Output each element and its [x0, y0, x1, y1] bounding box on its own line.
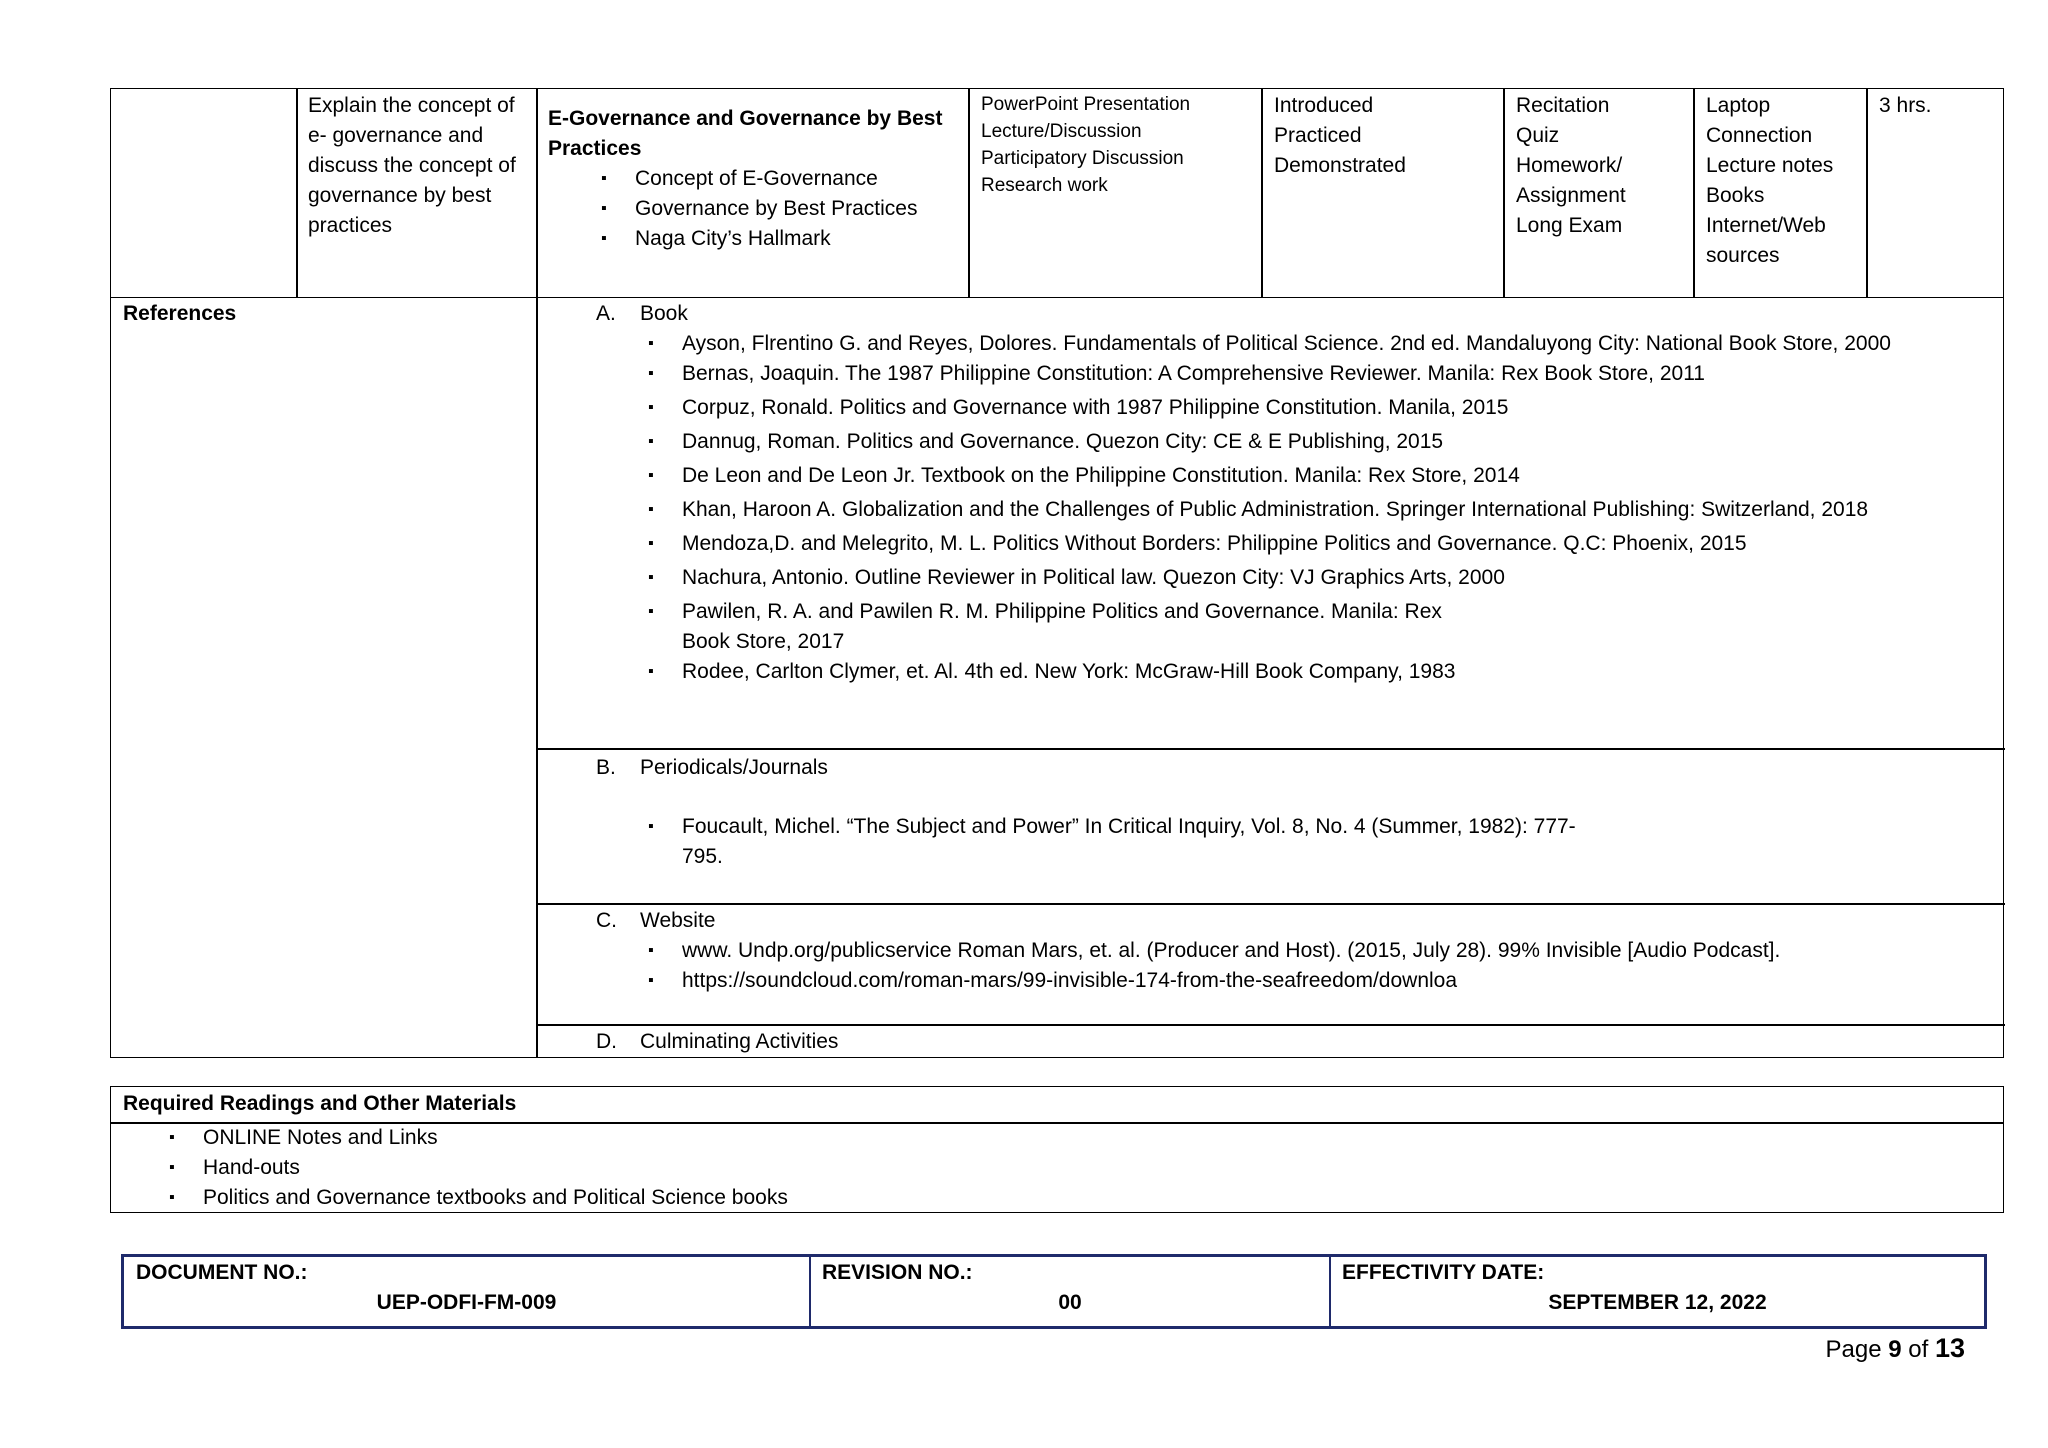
document-info — [121, 1254, 1987, 1329]
level-item: Practiced — [1274, 124, 1362, 147]
list-item: ▪ Bernas, Joaquin. The 1987 Philippine Constitution: A Comprehensive Reviewer. Manila: Rex Book Store, 2011 — [640, 359, 1996, 389]
list-item: ▪ Mendoza,D. and Melegrito, M. L. Politics Without Borders: Philippine Politics and Governance. Q.C: Phoenix, 2015 — [640, 529, 1996, 559]
level-item: Demonstrated — [1274, 154, 1406, 177]
list-item: ▪ Foucault, Michel. “The Subject and Power” In Critical Inquiry, Vol. 8, No. 4 (Summer, 1982): 777-795. — [640, 812, 1607, 872]
assessment-item: Recitation — [1516, 94, 1610, 117]
resource-item: Internet/Web — [1706, 214, 1826, 237]
resource-item: Lecture notes — [1706, 154, 1834, 177]
page-total: 13 — [1934, 1333, 1965, 1363]
periodicals-section — [596, 753, 1996, 872]
references-table — [110, 297, 2004, 1058]
assessment-item: Homework/ — [1516, 154, 1623, 177]
list-item: ▪ Naga City’s Hallmark — [593, 224, 963, 254]
list-item: ▪ www. Undp.org/publicservice Roman Mars, et. al. (Producer and Host). (2015, July 28). 99% Invisible [Audio Podcast]. — [640, 936, 1996, 966]
document-number: UEP-ODFI-FM-009 — [376, 1291, 557, 1314]
method-item: Lecture/Discussion — [981, 121, 1142, 142]
resource-item: Laptop — [1706, 94, 1771, 117]
section-marker: B. — [596, 756, 616, 779]
website-list — [640, 936, 1996, 996]
method-item: PowerPoint Presentation — [981, 94, 1191, 115]
readings-list — [161, 1123, 788, 1213]
list-item: ▪ Governance by Best Practices — [593, 194, 963, 224]
effectivity-date: SEPTEMBER 12, 2022 — [1548, 1291, 1767, 1314]
section-marker: C. — [596, 909, 617, 932]
section-heading: Periodicals/Journals — [640, 756, 828, 779]
topic-row — [110, 88, 2004, 298]
revision-number-label: REVISION NO.: — [822, 1261, 973, 1284]
effectivity-date-label: EFFECTIVITY DATE: — [1342, 1261, 1545, 1284]
book-list — [640, 329, 1996, 687]
readings-table — [110, 1086, 2004, 1213]
page-number — [1720, 1333, 1965, 1364]
list-item: ▪ Corpuz, Ronald. Politics and Governance with 1987 Philippine Constitution. Manila, 2015 — [640, 393, 1996, 423]
list-item: ▪ ONLINE Notes and Links — [161, 1123, 788, 1153]
list-item: ▪ Hand-outs — [161, 1153, 788, 1183]
assessment-item: Long Exam — [1516, 214, 1623, 237]
list-item: ▪ Ayson, Flrentino G. and Reyes, Dolores. Fundamentals of Political Science. 2nd ed. Mandaluyong City: National Book Store, 2000 — [640, 329, 1996, 359]
section-marker: A. — [596, 302, 616, 325]
section-heading: Website — [640, 909, 716, 932]
methods-cell — [981, 91, 1261, 199]
level-item: Introduced — [1274, 94, 1374, 117]
section-marker: D. — [596, 1030, 617, 1053]
assessment-cell — [1516, 91, 1691, 241]
list-item: ▪ Khan, Haroon A. Globalization and the Challenges of Public Administration. Springer International Publishing: Switzerland, 2018 — [640, 495, 1996, 525]
resource-item: Connection — [1706, 124, 1813, 147]
book-section — [596, 299, 1996, 687]
section-heading: Book — [640, 302, 688, 325]
method-item: Participatory Discussion — [981, 148, 1184, 169]
periodicals-list — [640, 812, 1996, 872]
list-item: ▪ De Leon and De Leon Jr. Textbook on the Philippine Constitution. Manila: Rex Store, 2014 — [640, 461, 1996, 491]
list-item: ▪ https://soundcloud.com/roman-mars/99-invisible-174-from-the-seafreedom/downloa — [640, 966, 1996, 996]
level-cell — [1274, 91, 1494, 181]
list-item: ▪ Pawilen, R. A. and Pawilen R. M. Philippine Politics and Governance. Manila: Rex Book Store, 2017 — [640, 597, 1462, 657]
section-heading: Culminating Activities — [640, 1030, 839, 1053]
readings-heading: Required Readings and Other Materials — [123, 1092, 517, 1115]
time-allotment: 3 hrs. — [1879, 94, 1932, 117]
list-item: ▪ Concept of E-Governance — [593, 164, 963, 194]
list-item: ▪ Nachura, Antonio. Outline Reviewer in Political law. Quezon City: VJ Graphics Arts, 2000 — [640, 563, 1996, 593]
document-number-label: DOCUMENT NO.: — [136, 1261, 308, 1284]
topic-list — [593, 164, 963, 254]
resources-cell — [1706, 91, 1866, 271]
references-label: References — [123, 302, 237, 325]
topic-cell — [548, 104, 963, 254]
method-item: Research work — [981, 175, 1108, 196]
page-word: Page — [1825, 1336, 1882, 1363]
page-of: of — [1908, 1336, 1929, 1363]
culminating-section — [596, 1027, 1996, 1057]
website-section — [596, 906, 1996, 996]
topic-title: E-Governance and Governance by Best Practices — [548, 107, 943, 160]
assessment-item: Quiz — [1516, 124, 1560, 147]
assessment-item: Assignment — [1516, 184, 1626, 207]
list-item: ▪ Dannug, Roman. Politics and Governance. Quezon City: CE & E Publishing, 2015 — [640, 427, 1996, 457]
resource-item: Books — [1706, 184, 1765, 207]
revision-number: 00 — [1058, 1291, 1082, 1314]
resource-item: sources — [1706, 244, 1780, 267]
list-item: ▪ Politics and Governance textbooks and Political Science books — [161, 1183, 788, 1213]
list-item: ▪ Rodee, Carlton Clymer, et. Al. 4th ed. New York: McGraw-Hill Book Company, 1983 — [640, 657, 1462, 687]
page-current: 9 — [1888, 1336, 1902, 1363]
learning-objective: Explain the concept of e- governance and discuss the concept of governance by best practices — [308, 94, 516, 237]
